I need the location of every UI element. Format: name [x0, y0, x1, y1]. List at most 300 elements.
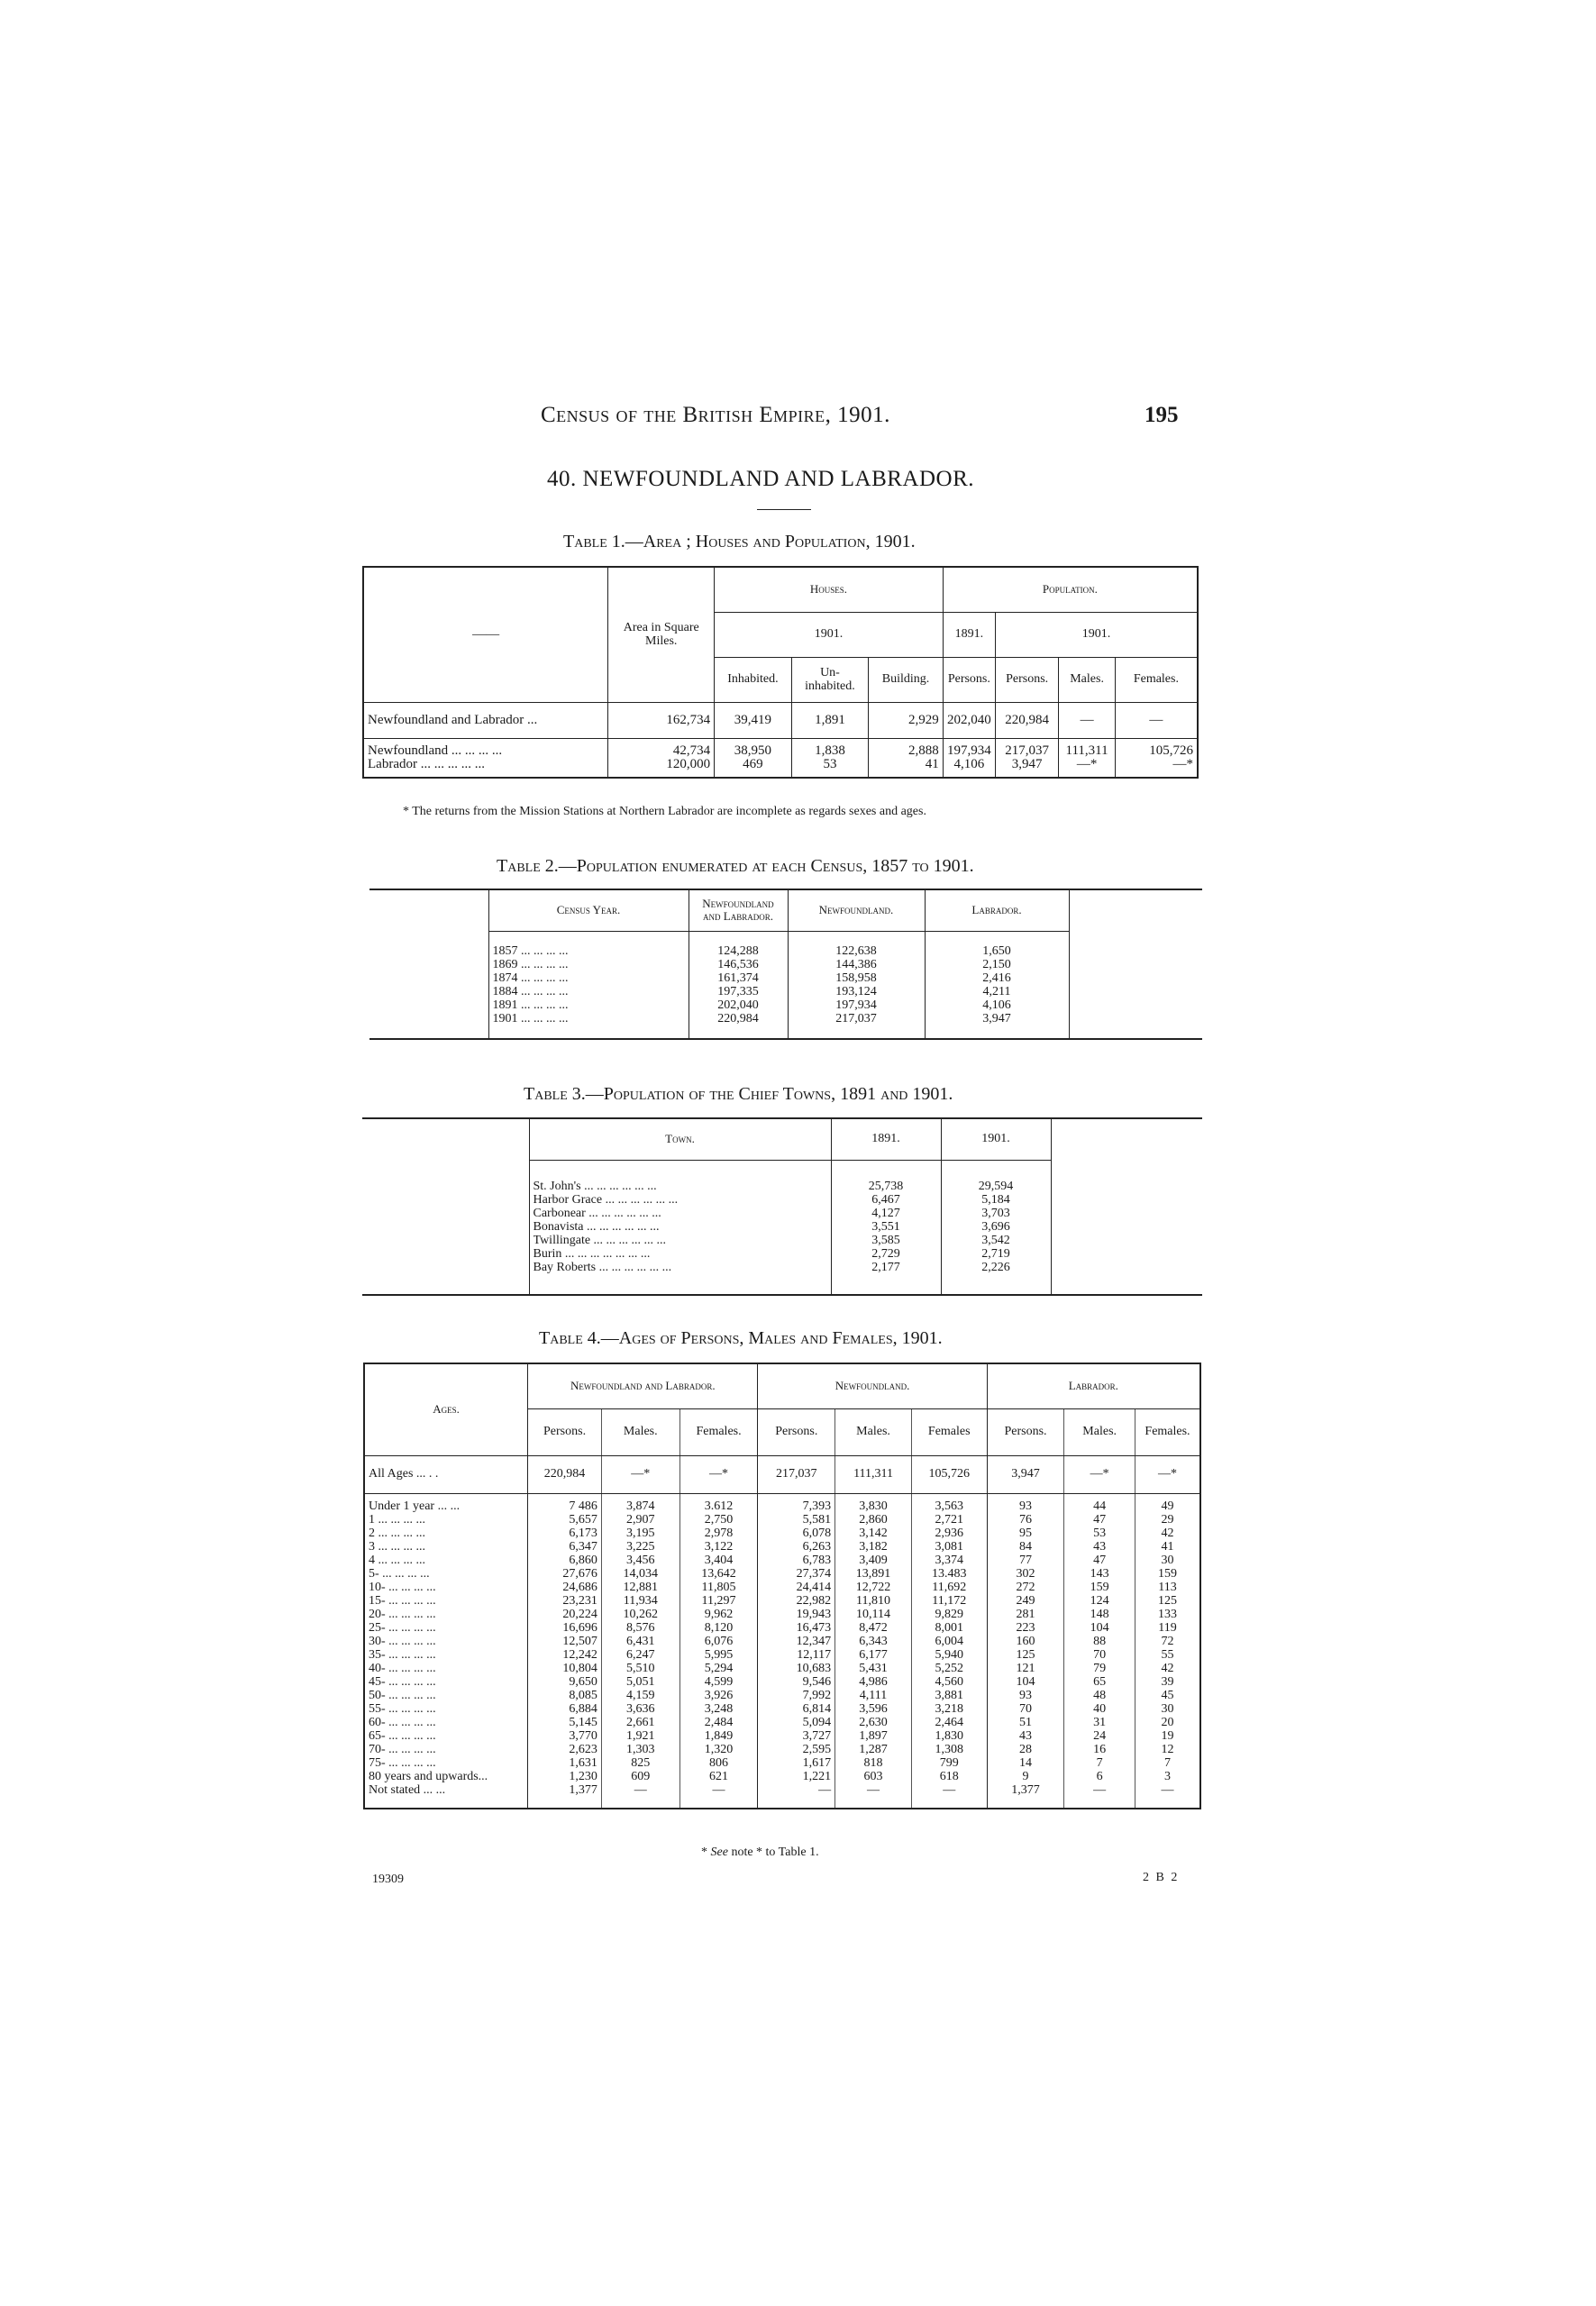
table2-cell: 4,106	[982, 998, 1011, 1012]
table4-cell: 23,231	[562, 1593, 597, 1608]
table1-population-1901-header: 1901.	[995, 612, 1198, 657]
title-rule	[757, 509, 811, 510]
table4-cell: —	[1093, 1782, 1107, 1797]
table4-cell: 2,860	[859, 1512, 888, 1527]
table4-cell: 2,721	[935, 1512, 963, 1527]
table4-cell: 9,650	[569, 1674, 597, 1689]
table4-cell: 3,874	[626, 1499, 655, 1513]
table4-persons-header: Persons.	[987, 1408, 1064, 1455]
table2-labrador-header: Labrador.	[925, 889, 1069, 931]
table4-cell: 16	[1093, 1742, 1107, 1756]
table1-males-header: Males.	[1059, 657, 1115, 702]
table4-cell: 70	[1093, 1647, 1107, 1662]
table1-cell: —*	[1076, 756, 1098, 771]
table4-cell: 3,122	[704, 1539, 734, 1554]
table4-cell: 105,726	[911, 1455, 987, 1493]
table4-cell: 1,617	[802, 1755, 832, 1770]
table3-caption: Table 3.—Population of the Chief Towns, 1891 and 1901.	[524, 1084, 953, 1104]
table4-cell: 24,414	[796, 1580, 832, 1594]
table4-cell: 11,297	[701, 1593, 736, 1608]
table4-cell: 8,576	[626, 1620, 655, 1635]
table2	[369, 889, 1202, 1040]
table3-cell: 2,226	[981, 1261, 1010, 1275]
table3-town: Carbonear ... ... ... ... ... ...	[533, 1207, 661, 1221]
table4-cell: 3,636	[626, 1701, 655, 1716]
table4-cell: 72	[1161, 1634, 1174, 1648]
table4-cell: 621	[709, 1769, 729, 1783]
table2-cell: 193,124	[835, 984, 877, 998]
table4-cell: —*	[1135, 1455, 1200, 1493]
table4-cell: 7,393	[802, 1499, 832, 1513]
table3-1891-header: 1891.	[831, 1118, 941, 1160]
table1-houses-header: Houses.	[715, 567, 944, 612]
table2-cell: 197,934	[835, 998, 877, 1012]
table2-cell: 197,335	[717, 984, 759, 998]
table4-cell: 7	[1163, 1755, 1171, 1770]
table4-cell: 11,934	[623, 1593, 658, 1608]
table4-persons-header: Persons.	[528, 1408, 602, 1455]
table3-town-header: Town.	[529, 1118, 831, 1160]
table3-town: Harbor Grace ... ... ... ... ... ...	[533, 1193, 679, 1208]
table4-cell: 119	[1158, 1620, 1177, 1635]
table4-cell: 14,034	[623, 1566, 659, 1581]
table4-cell: 618	[939, 1769, 959, 1783]
table4-ages-header: Ages.	[364, 1363, 528, 1455]
table4-cell: 11,805	[701, 1580, 736, 1594]
footer-note	[701, 1846, 819, 1860]
table4-cell: 5,094	[802, 1715, 832, 1729]
table4-age-label: 35- ... ... ... ...	[369, 1647, 436, 1662]
table4-cell: 6	[1096, 1769, 1103, 1783]
table4-males-header: Males.	[1064, 1408, 1135, 1455]
table4-cell: 3,926	[704, 1688, 734, 1702]
table4-cell: 3,248	[704, 1701, 734, 1716]
table4-cell: 42	[1161, 1661, 1174, 1675]
table4-cell: —	[867, 1782, 880, 1797]
table4-cell: 6,076	[704, 1634, 734, 1648]
table3-town: Bay Roberts ... ... ... ... ... ...	[533, 1261, 672, 1275]
table4-age-label: 80 years and upwards...	[369, 1769, 488, 1783]
table4-cell: 2,623	[569, 1742, 597, 1756]
table1	[362, 566, 1199, 779]
table4-cell: 12,722	[855, 1580, 891, 1594]
table4-cell: 39	[1161, 1674, 1174, 1689]
table4-cell: 1,830	[935, 1728, 963, 1743]
table4-cell: —	[1161, 1782, 1174, 1797]
table4-cell: 31	[1093, 1715, 1107, 1729]
table4-cell: 40	[1093, 1701, 1107, 1716]
table4-cell: 6,431	[626, 1634, 655, 1648]
table1-persons-1891-header: Persons.	[943, 657, 995, 702]
table1-inhabited-header: Inhabited.	[715, 657, 792, 702]
table3-cell: 3,585	[871, 1234, 900, 1248]
table-row	[369, 931, 1202, 1039]
table4-cell: 41	[1161, 1539, 1174, 1554]
table4-cell: 79	[1093, 1661, 1107, 1675]
table4-age-label: 4 ... ... ... ...	[369, 1553, 425, 1567]
table4-cell: 3	[1163, 1769, 1171, 1783]
table4-cell: 6,347	[569, 1539, 597, 1554]
table4-cell: 2,464	[935, 1715, 963, 1729]
table2-caption: Table 2.—Population enumerated at each Census, 1857 to 1901.	[497, 856, 974, 876]
table4-cell: 10,114	[856, 1607, 891, 1621]
table4-cell: 5,581	[802, 1512, 832, 1527]
table4-cell: 281	[1016, 1607, 1035, 1621]
table3-town: Twillingate ... ... ... ... ... ...	[533, 1234, 667, 1248]
table4-age-label: 15- ... ... ... ...	[369, 1593, 436, 1608]
page-number: 195	[1145, 403, 1179, 427]
table4-cell: 13,891	[855, 1566, 891, 1581]
table4-age-label: 20- ... ... ... ...	[369, 1607, 436, 1621]
table4-cell: 6,078	[802, 1526, 832, 1540]
table4-cell: 16,473	[796, 1620, 832, 1635]
table4-cell: 3,881	[935, 1688, 963, 1702]
table4-cell: 2,484	[704, 1715, 734, 1729]
table4-cell: 6,177	[859, 1647, 888, 1662]
table4-cell: 11,810	[856, 1593, 891, 1608]
table4-cell: 5,657	[569, 1512, 597, 1527]
table4-body	[364, 1493, 1200, 1809]
table4-cell: 44	[1093, 1499, 1107, 1513]
table1-cell: 120,000	[666, 756, 711, 771]
table3-cell: 2,729	[871, 1247, 900, 1262]
table4-cell: 3,947	[987, 1455, 1064, 1493]
table4-cell: 6,783	[802, 1553, 832, 1567]
table4-cell: 121	[1016, 1661, 1035, 1675]
table4-cell: 4,599	[704, 1674, 734, 1689]
table4-cell: 3,727	[802, 1728, 832, 1743]
footer-note-text: note * to Table 1.	[731, 1846, 819, 1859]
table2-year: 1901 ... ... ... ...	[492, 1011, 569, 1025]
table1-caption: Table 1.—Area ; Houses and Population, 1901.	[563, 532, 916, 551]
table-row	[363, 702, 1198, 738]
table4-cell: 143	[1090, 1566, 1109, 1581]
table4-cell: 6,247	[626, 1647, 655, 1662]
table4-cell: 4,159	[626, 1688, 655, 1702]
table4-labrador-header: Labrador.	[987, 1363, 1200, 1408]
table4-cell: 3,404	[704, 1553, 734, 1567]
table4-persons-header: Persons.	[758, 1408, 835, 1455]
table-row	[363, 738, 1198, 778]
table2-cell: 144,386	[835, 957, 877, 971]
table4	[363, 1363, 1201, 1809]
table3-cell: 5,184	[981, 1193, 1010, 1208]
table-row	[364, 1455, 1200, 1493]
table2-year-header: Census Year.	[488, 889, 689, 931]
table4-cell: 93	[1018, 1688, 1032, 1702]
table4-cell: 2,978	[704, 1526, 734, 1540]
table1-cell: —	[1059, 702, 1115, 738]
table4-cell: 133	[1157, 1607, 1177, 1621]
table4-cell: 19	[1161, 1728, 1174, 1743]
table3-town: St. John's ... ... ... ... ... ...	[533, 1180, 657, 1194]
table4-age-label: 5- ... ... ... ...	[369, 1566, 430, 1581]
table4-cell: 24,686	[562, 1580, 597, 1594]
table4-cell: 3.612	[704, 1499, 734, 1513]
table4-cell: 1,287	[859, 1742, 888, 1756]
table1-population-1891-header: 1891.	[943, 612, 995, 657]
table4-cell: 3,374	[935, 1553, 963, 1567]
table1-cell: 1,838	[815, 743, 845, 758]
table4-cell: 124	[1090, 1593, 1109, 1608]
table1-footnote: * The returns from the Mission Stations at Northern Labrador are incomplete as regards sexes and ages.	[403, 805, 926, 818]
table2-cell: 3,947	[982, 1011, 1011, 1025]
table1-cell: 41	[925, 756, 939, 771]
table2-year: 1891 ... ... ... ...	[492, 998, 569, 1012]
table4-cell: 1,897	[859, 1728, 888, 1743]
table4-cell: 30	[1161, 1701, 1174, 1716]
table4-cell: 8,472	[859, 1620, 888, 1635]
table3-left-margin	[362, 1118, 529, 1160]
table3-1901-header: 1901.	[941, 1118, 1051, 1160]
section-title: 40. NEWFOUNDLAND AND LABRADOR.	[547, 467, 975, 491]
table4-cell: 113	[1158, 1580, 1177, 1594]
table2-cell: 2,150	[982, 957, 1011, 971]
table1-building-header: Building.	[869, 657, 944, 702]
table4-cell: 2,907	[626, 1512, 655, 1527]
table4-cell: 6,004	[935, 1634, 963, 1648]
table4-cell: 6,173	[569, 1526, 597, 1540]
table4-cell: 111,311	[835, 1455, 912, 1493]
table1-cell: 469	[743, 756, 763, 771]
table4-cell: 3,456	[626, 1553, 655, 1567]
table2-cell: 220,984	[717, 1011, 759, 1025]
table4-cell: 93	[1018, 1499, 1032, 1513]
table4-cell: 6,263	[802, 1539, 832, 1554]
table1-cell: 2,929	[869, 702, 944, 738]
table1-cell: 39,419	[715, 702, 792, 738]
table4-cell: 76	[1018, 1512, 1032, 1527]
table4-cell: 5,294	[704, 1661, 734, 1675]
table4-cell: 272	[1016, 1580, 1035, 1594]
table3-cell: 2,719	[981, 1247, 1010, 1262]
running-title: Census of the British Empire, 1901.	[541, 403, 890, 427]
table4-cell: 47	[1093, 1512, 1107, 1527]
table4-cell: 12	[1161, 1742, 1174, 1756]
footer-note-see: See	[710, 1846, 728, 1859]
table4-cell: 19,943	[796, 1607, 832, 1621]
table1-cell: 1,891	[791, 702, 869, 738]
table2-right-margin	[1069, 889, 1202, 931]
table3-cell: 4,127	[871, 1207, 900, 1221]
table4-cell: 3,182	[859, 1539, 888, 1554]
table1-cell: 162,734	[608, 702, 715, 738]
table4-cell: 3,770	[569, 1728, 597, 1743]
table2-year: 1857 ... ... ... ...	[492, 943, 569, 958]
table4-cell: 3,409	[859, 1553, 888, 1567]
table4-cell: 9,829	[935, 1607, 963, 1621]
table4-females-header: Females	[911, 1408, 987, 1455]
table4-cell: 220,984	[528, 1455, 602, 1493]
table4-cell: 22,982	[796, 1593, 832, 1608]
table2-cell: 202,040	[717, 998, 759, 1012]
table4-cell: 5,995	[704, 1647, 734, 1662]
table4-cell: 3,142	[859, 1526, 888, 1540]
table2-cell: 1,650	[982, 943, 1011, 958]
table4-cell: —	[818, 1782, 832, 1797]
table4-cell: 160	[1016, 1634, 1035, 1648]
table4-cell: 8,120	[704, 1620, 734, 1635]
table4-cell: 223	[1016, 1620, 1035, 1635]
table4-cell: 2,661	[626, 1715, 655, 1729]
table4-cell: 48	[1093, 1688, 1107, 1702]
table4-cell: 10,683	[796, 1661, 832, 1675]
table3-cell: 25,738	[868, 1180, 904, 1194]
table4-cell: 6,343	[859, 1634, 888, 1648]
table2-cell: 122,638	[835, 943, 877, 958]
table3-cell: 29,594	[978, 1180, 1014, 1194]
table3-right-margin	[1051, 1118, 1202, 1160]
table4-cell: 2,936	[935, 1526, 963, 1540]
table2-cell: 158,958	[835, 971, 877, 985]
table4-cell: 4,560	[935, 1674, 963, 1689]
table1-cell: 4,106	[953, 756, 985, 771]
table4-cell: —*	[1064, 1455, 1135, 1493]
table4-cell: 3,596	[859, 1701, 888, 1716]
table4-cell: 159	[1090, 1580, 1109, 1594]
table4-age-label: 65- ... ... ... ...	[369, 1728, 436, 1743]
table1-females-header: Females.	[1115, 657, 1198, 702]
table4-cell: 43	[1018, 1728, 1032, 1743]
table2-cell: 2,416	[982, 971, 1011, 985]
table1-cell: 220,984	[995, 702, 1058, 738]
table4-cell: 806	[709, 1755, 729, 1770]
table4-cell: 3,225	[626, 1539, 655, 1554]
table4-cell: 5,145	[569, 1715, 597, 1729]
table4-cell: 2,750	[704, 1512, 734, 1527]
table4-cell: 42	[1161, 1526, 1174, 1540]
table3-cell: 2,177	[871, 1261, 900, 1275]
table4-cell: 47	[1093, 1553, 1107, 1567]
table2-left-margin	[369, 889, 488, 931]
table1-row-name: Newfoundland and Labrador ...	[368, 712, 538, 727]
table1-persons-1901-header: Persons.	[995, 657, 1058, 702]
table3-cell: 3,542	[981, 1234, 1010, 1248]
table4-age-label: 45- ... ... ... ...	[369, 1674, 436, 1689]
table4-cell: 14	[1018, 1755, 1032, 1770]
footer-note-mark: *	[701, 1846, 707, 1859]
table4-cell: 7 486	[569, 1499, 597, 1513]
table4-cell: 249	[1016, 1593, 1035, 1608]
table4-males-header: Males.	[601, 1408, 679, 1455]
table4-cell: 51	[1018, 1715, 1032, 1729]
table4-age-label: 40- ... ... ... ...	[369, 1661, 436, 1675]
table4-cell: 1,303	[626, 1742, 655, 1756]
table4-cell: 104	[1090, 1620, 1109, 1635]
table3-town: Bonavista ... ... ... ... ... ...	[533, 1220, 660, 1235]
table1-cell: 53	[823, 756, 837, 771]
table4-cell: 2,595	[802, 1742, 832, 1756]
table2-year: 1869 ... ... ... ...	[492, 957, 569, 971]
table4-cell: 1,921	[626, 1728, 655, 1743]
table4-cell: 125	[1157, 1593, 1177, 1608]
table4-cell: 4,986	[859, 1674, 888, 1689]
table4-age-label: 1 ... ... ... ...	[369, 1512, 425, 1527]
table3-cell: 6,467	[871, 1193, 900, 1208]
table4-age-label: 10- ... ... ... ...	[369, 1580, 436, 1594]
table4-females-header: Females.	[1135, 1408, 1200, 1455]
table4-cell: 3,081	[935, 1539, 963, 1554]
table4-cell: 77	[1018, 1553, 1032, 1567]
table2-cell: 124,288	[717, 943, 759, 958]
table4-cell: 13,642	[701, 1566, 736, 1581]
table3-cell: 3,551	[871, 1220, 900, 1235]
table4-cell: 11,172	[932, 1593, 967, 1608]
table4-males-header: Males.	[835, 1408, 912, 1455]
table4-cell: 217,037	[758, 1455, 835, 1493]
table4-combined-header: Newfoundland and Labrador.	[528, 1363, 758, 1408]
table1-cell: 42,734	[672, 743, 711, 758]
table2-year: 1874 ... ... ... ...	[492, 971, 569, 985]
table4-cell: 43	[1093, 1539, 1107, 1554]
table3	[362, 1117, 1202, 1296]
table-row	[362, 1160, 1202, 1295]
table2-year: 1884 ... ... ... ...	[492, 984, 569, 998]
table4-cell: 5,051	[626, 1674, 655, 1689]
table4-cell: —	[712, 1782, 725, 1797]
footer-signature: 2 B 2	[1143, 1871, 1180, 1884]
table1-cell: 105,726	[1149, 743, 1193, 758]
table4-cell: 818	[863, 1755, 883, 1770]
table1-row-name: Labrador ... ... ... ... ...	[368, 756, 485, 771]
table4-cell: 5,431	[859, 1661, 888, 1675]
table4-cell: 603	[863, 1769, 883, 1783]
table4-cell: 1,308	[935, 1742, 963, 1756]
table4-cell: 9	[1022, 1769, 1029, 1783]
table1-area-header: Area in Square Miles.	[608, 567, 715, 702]
table4-cell: 9,546	[802, 1674, 832, 1689]
table4-cell: 49	[1161, 1499, 1174, 1513]
table4-cell: 6,860	[569, 1553, 597, 1567]
table4-cell: 95	[1018, 1526, 1032, 1540]
table1-cell: 217,037	[1005, 743, 1050, 758]
table4-cell: 4,111	[859, 1688, 888, 1702]
table4-age-label: 60- ... ... ... ...	[369, 1715, 436, 1729]
table4-cell: 1,377	[569, 1782, 597, 1797]
table4-cell: 13.483	[932, 1566, 967, 1581]
table4-all-ages-label: All Ages ... . .	[364, 1455, 528, 1493]
table4-cell: 12,242	[562, 1647, 597, 1662]
table4-cell: 3,218	[935, 1701, 963, 1716]
table4-cell: 65	[1093, 1674, 1107, 1689]
table4-cell: 55	[1161, 1647, 1174, 1662]
table4-cell: 6,884	[569, 1701, 597, 1716]
table4-age-label: 75- ... ... ... ...	[369, 1755, 436, 1770]
table4-cell: 27,676	[562, 1566, 597, 1581]
table1-houses-1901-header: 1901.	[715, 612, 944, 657]
table4-cell: 20,224	[562, 1607, 597, 1621]
table1-cell: —	[1115, 702, 1198, 738]
table4-cell: 825	[631, 1755, 651, 1770]
table1-stub-header: ——	[363, 567, 608, 702]
table4-cell: 1,631	[569, 1755, 597, 1770]
table4-age-label: Not stated ... ...	[369, 1782, 446, 1797]
table1-cell: 38,950	[734, 743, 772, 758]
table4-cell: 1,849	[704, 1728, 734, 1743]
table1-cell: —*	[1172, 756, 1193, 771]
table4-cell: 28	[1018, 1742, 1032, 1756]
table1-cell: 3,947	[1011, 756, 1043, 771]
table4-cell: 70	[1018, 1701, 1032, 1716]
table4-cell: 8,001	[935, 1620, 963, 1635]
table3-town: Burin ... ... ... ... ... ... ...	[533, 1247, 651, 1262]
table4-cell: 609	[631, 1769, 651, 1783]
table4-cell: 148	[1090, 1607, 1109, 1621]
table4-cell: —*	[679, 1455, 758, 1493]
table4-cell: 799	[939, 1755, 959, 1770]
table4-cell: 3,830	[859, 1499, 888, 1513]
table4-cell: 6,814	[802, 1701, 832, 1716]
